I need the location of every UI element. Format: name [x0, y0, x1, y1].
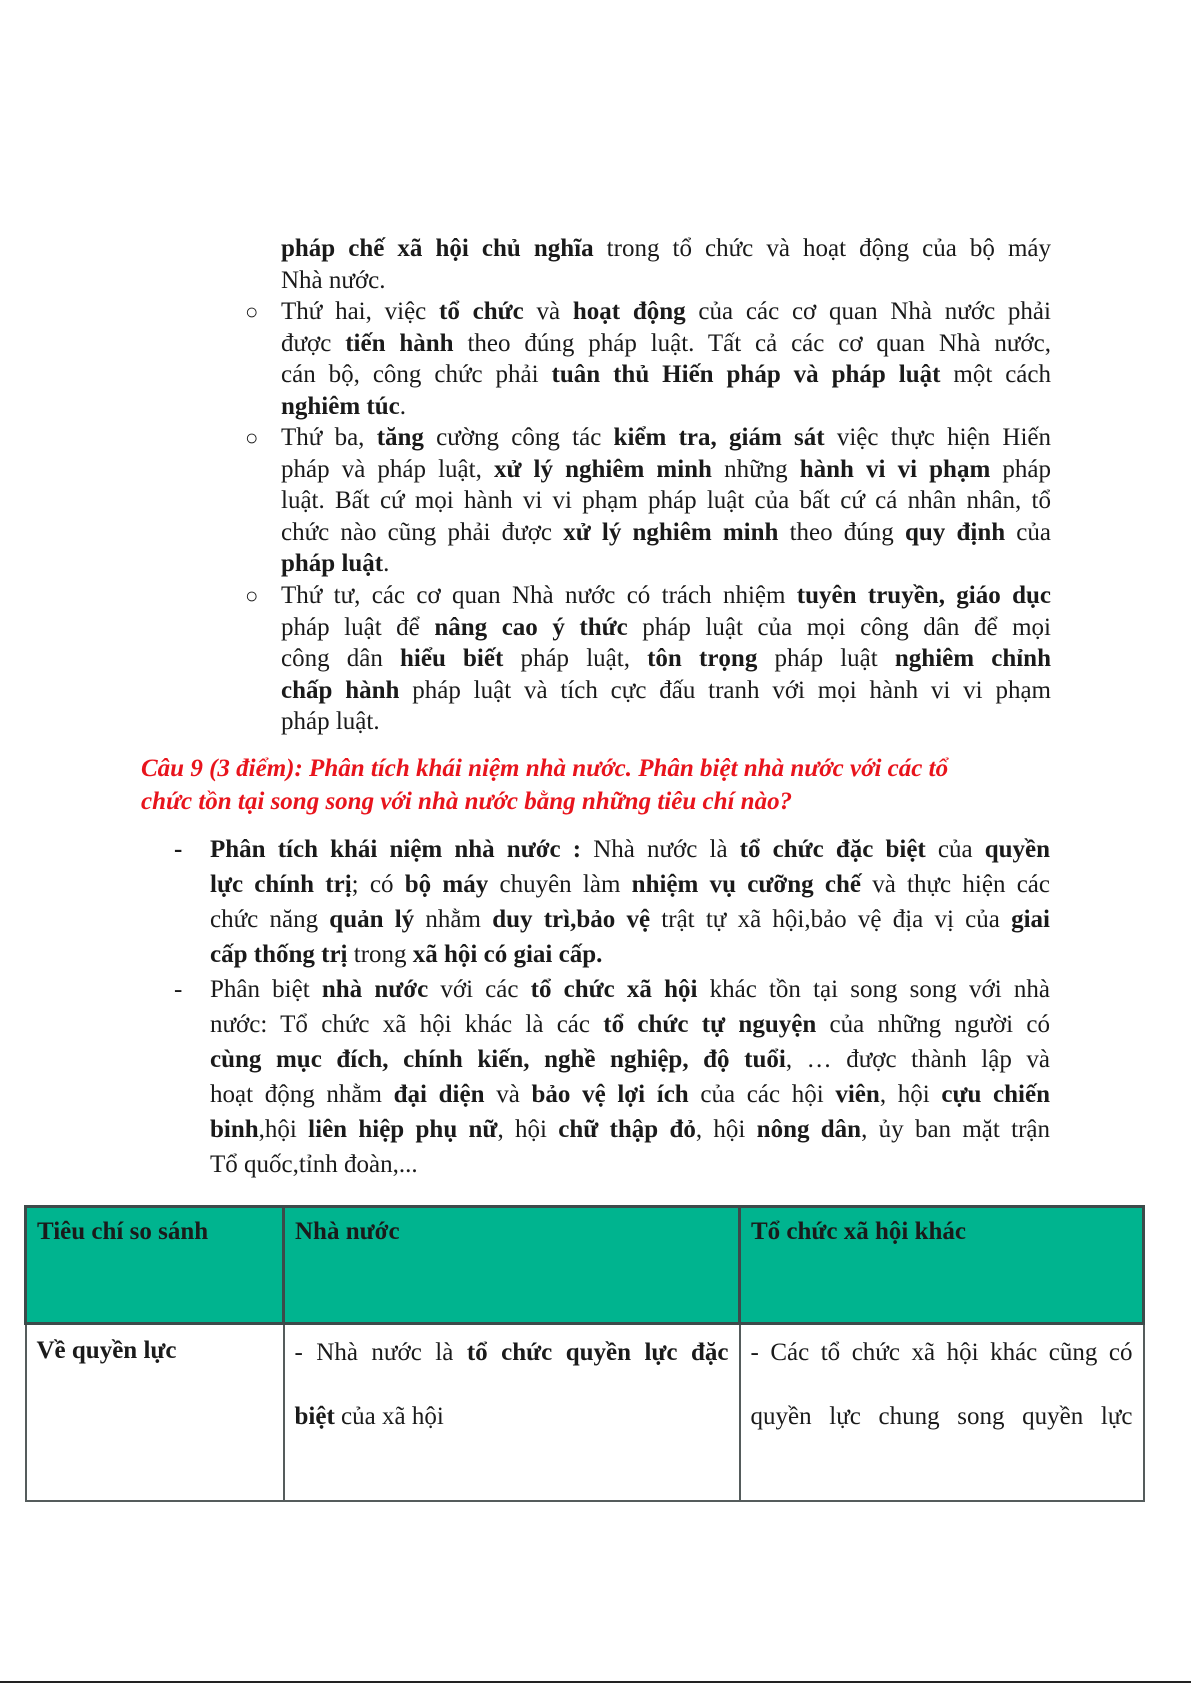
circle-bullet-icon: ○	[245, 425, 259, 450]
circle-bullet-icon: ○	[245, 299, 259, 324]
dash-bullet: -	[174, 836, 183, 863]
continued-paragraph	[281, 233, 1051, 296]
page-bottom-rule	[0, 1681, 1191, 1683]
text-line: pháp chế xã hội chủ nghĩa trong tổ chức và hoạt động của bộ máy	[281, 235, 1051, 262]
table-header-row	[26, 1207, 1144, 1324]
list-item: Thứ hai, việc tổ chức và hoạt động của các cơ quan Nhà nước phải được tiến hành theo đúng pháp luật. Tất cả các cơ quan Nhà nước, cán bộ, công chức phải tuân thủ Hiến pháp và pháp luật một cách nghiêm túc.	[281, 298, 1051, 420]
circle-bullet-icon: ○	[245, 583, 259, 608]
list-item: Thứ ba, tăng cường công tác kiểm tra, giám sát việc thực hiện Hiến pháp và pháp luật, xử lý nghiêm minh những hành vi vi phạm pháp luật. Bất cứ mọi hành vi vi phạm pháp luật của bất cứ cá nhân nhân, tổ chức nào cũng phải được xử lý nghiêm minh theo đúng quy định của pháp luật.	[281, 424, 1051, 577]
table-header-cell: Tiêu chí so sánh	[26, 1207, 284, 1324]
text-line: Nhà nước.	[281, 266, 386, 294]
analysis-paragraph: Phân tích khái niệm nhà nước : Nhà nước là tổ chức đặc biệt của quyền lực chính trị; có bộ máy chuyên làm nhiệm vụ cưỡng chế và thực hiện các chức năng quản lý nhằm duy trì,bảo vệ trật tự xã hội,bảo vệ địa vị của giai cấp thống trị trong xã hội có giai cấp.	[210, 836, 1051, 968]
comparison-table	[24, 1205, 1145, 1502]
table-cell: Về quyền lực	[26, 1324, 284, 1502]
table-row	[26, 1324, 1144, 1502]
question-heading: Câu 9 (3 điểm): Phân tích khái niệm nhà nước. Phân biệt nhà nước với các tổ chức tồn tại song song với nhà nước bằng những tiêu chí nào?	[141, 755, 949, 815]
table-cell: - Các tổ chức xã hội khác cũng có quyền lực chung song quyền lực	[740, 1324, 1144, 1502]
distinguish-paragraph: Phân biệt nhà nước với các tổ chức xã hội khác tồn tại song song với nhà nước: Tổ chức xã hội khác là các tổ chức tự nguyện của những người có cùng mục đích, chính kiến, nghề nghiệp, độ tuổi, … được thành lập và hoạt động nhằm đại diện và bảo vệ lợi ích của các hội viên, hội cựu chiến binh,hội liên hiệp phụ nữ, hội chữ thập đỏ, hội nông dân, ủy ban mặt trận Tổ quốc,tỉnh đoàn,...	[210, 976, 1051, 1178]
list-item: Thứ tư, các cơ quan Nhà nước có trách nhiệm tuyên truyền, giáo dục pháp luật để nâng cao ý thức pháp luật của mọi công dân để mọi công dân hiểu biết pháp luật, tôn trọng pháp luật nghiêm chỉnh chấp hành pháp luật và tích cực đấu tranh với mọi hành vi vi phạm pháp luật.	[281, 582, 1051, 735]
table-header-cell: Tổ chức xã hội khác	[740, 1207, 1144, 1324]
dash-bullet: -	[174, 976, 183, 1003]
table-cell: - Nhà nước là tổ chức quyền lực đặc biệt của xã hội	[284, 1324, 740, 1502]
table-header-cell: Nhà nước	[284, 1207, 740, 1324]
